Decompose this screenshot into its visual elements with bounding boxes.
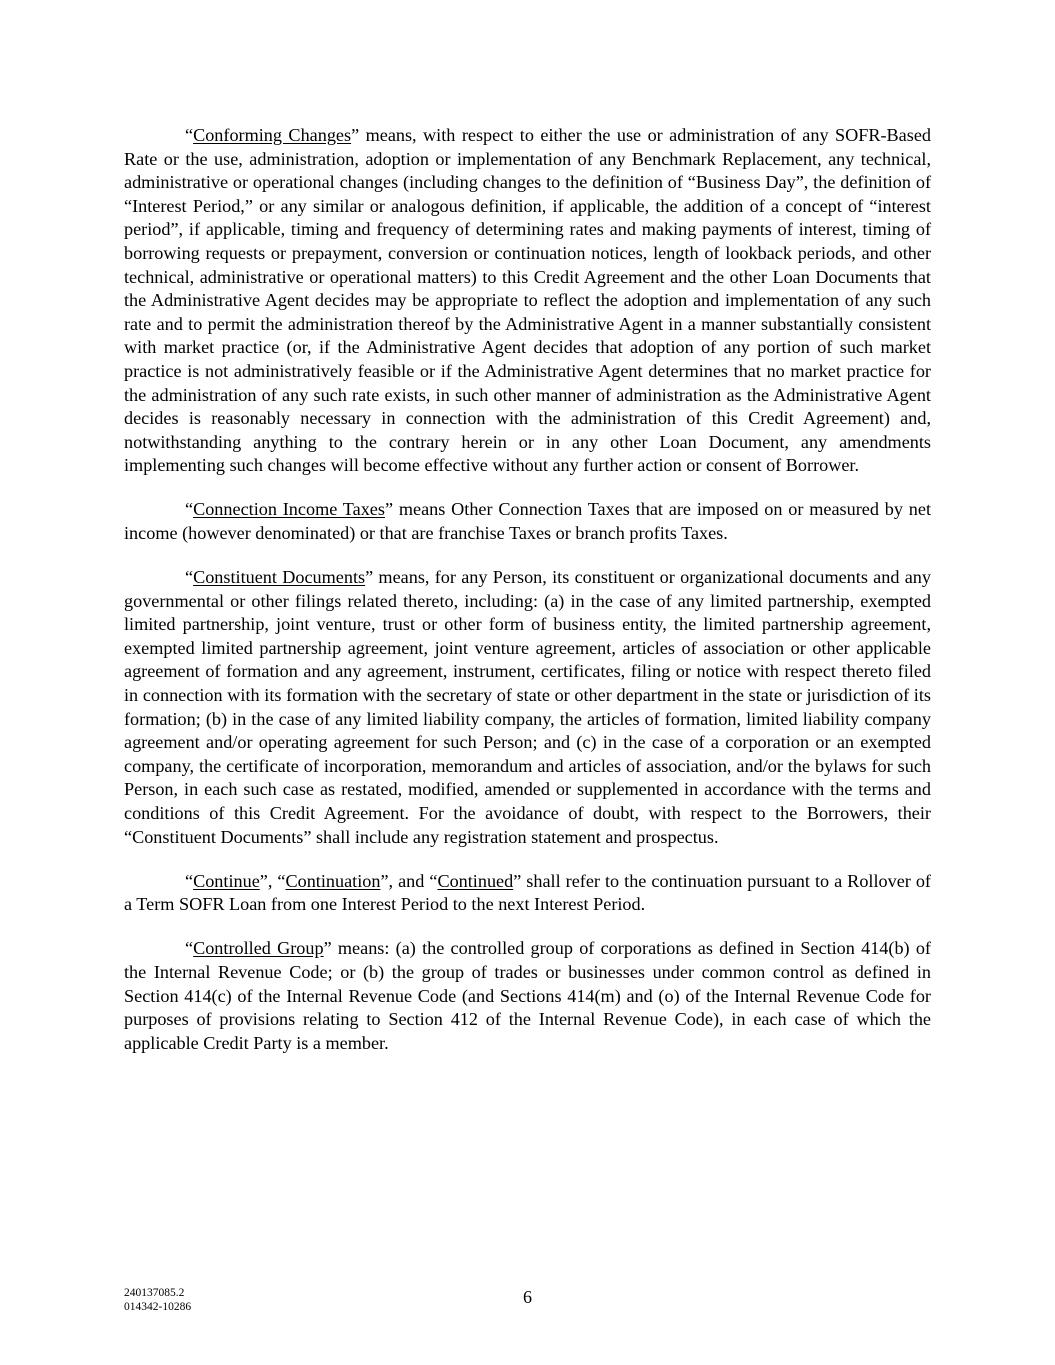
text-segment: ”, and “ (380, 870, 438, 891)
text-segment: ” shall refer to the continuation pursuant to a Rollover of a Term SOFR Loan from one Interest Period to the next Interest Period. (124, 870, 931, 915)
defined-term: Connection Income Taxes (193, 499, 385, 520)
doc-number: 240137085.2 (124, 1287, 185, 1299)
matter-number: 014342-10286 (124, 1301, 192, 1313)
page-number: 6 (523, 1287, 532, 1307)
defined-term: Constituent Documents (193, 567, 366, 588)
defined-term: Continued (437, 870, 514, 891)
text-segment: “ (185, 567, 194, 588)
definition-controlled-group (124, 937, 931, 1055)
defined-term: Controlled Group (193, 938, 324, 959)
defined-term: Conforming Changes (193, 125, 352, 145)
text-segment: “ (185, 938, 194, 959)
text-segment: ” means, with respect to either the use or administration of any SOFR-Based Rate or the use, administration, adoption or implementation of any Benchmark Replacement, any technical, administrative or operational changes (including changes to the definition of “Business Day”, the definition of “Interest Period,” or any similar or analogous definition, if applicable, the addition of a concept of “interest period”, if applicable, timing and frequency of determining rates and making payments of interest, timing of borrowing requests or prepayment, conversion or continuation notices, length of lookback periods, and other technical, administrative or operational matters) to this Credit Agreement and the other Loan Documents that the Administrative Agent decides may be appropriate to reflect the adoption and implementation of any such rate and to permit the administration thereof by the Administrative Agent in a manner substantially consistent with market practice (or, if the Administrative Agent decides that adoption of any portion of such market practice is not administratively feasible or if the Administrative Agent determines that no market practice for the administration of any such rate exists, in such other manner of administration as the Administrative Agent decides is reasonably necessary in connection with the administration of this Credit Agreement) and, notwithstanding anything to the contrary herein or in any other Loan Document, any amendments implementing such changes will become effective without any further action or consent of Borrower. (124, 125, 931, 476)
text-segment: ” means Other Connection Taxes that are imposed on or measured by net income (however denominated) or that are franchise Taxes or branch profits Taxes. (124, 499, 931, 543)
definition-connection-income-taxes (124, 498, 931, 545)
text-segment: ” means, for any Person, its constituent or organizational documents and any governmental or other filings related thereto, including: (a) in the case of any limited partnership, exempted limited partnership, joint venture, trust or other form of business entity, the limited partnership agreement, exempted limited partnership agreement, joint venture agreement, articles of association or other applicable agreement of formation and any agreement, instrument, certificates, filing or notice with respect thereto filed in connection with its formation with the secretary of state or other department in the state or jurisdiction of its formation; (b) in the case of any limited liability company, the articles of formation, limited liability company agreement and/or operating agreement for such Person; and (c) in the case of a corporation or an exempted company, the certificate of incorporation, memorandum and articles of association, and/or the bylaws for such Person, in each such case as restated, modified, amended or supplemented in accordance with the terms and conditions of this Credit Agreement. For the avoidance of doubt, with respect to the Borrowers, their “Constituent Documents” shall include any registration statement and prospectus. (124, 567, 931, 847)
definition-constituent-documents (124, 566, 931, 849)
text-segment: “ (185, 499, 194, 520)
text-segment: ” means: (a) the controlled group of corporations as defined in Section 414(b) of the Internal Revenue Code; or (b) the group of trades or businesses under common control as defined in Section 414(c) of the Internal Revenue Code (and Sections 414(m) and (o) of the Internal Revenue Code for purposes of provisions relating to Section 412 of the Internal Revenue Code), in each case of which the applicable Credit Party is a member. (124, 938, 931, 1053)
definition-conforming-changes (124, 124, 931, 478)
defined-term: Continuation (285, 870, 381, 891)
document-body (124, 124, 931, 1076)
text-segment: “ (185, 125, 194, 145)
text-segment: ”, “ (259, 870, 286, 891)
definition-continue (124, 870, 931, 917)
text-segment: “ (185, 870, 194, 891)
defined-term: Continue (193, 870, 260, 891)
